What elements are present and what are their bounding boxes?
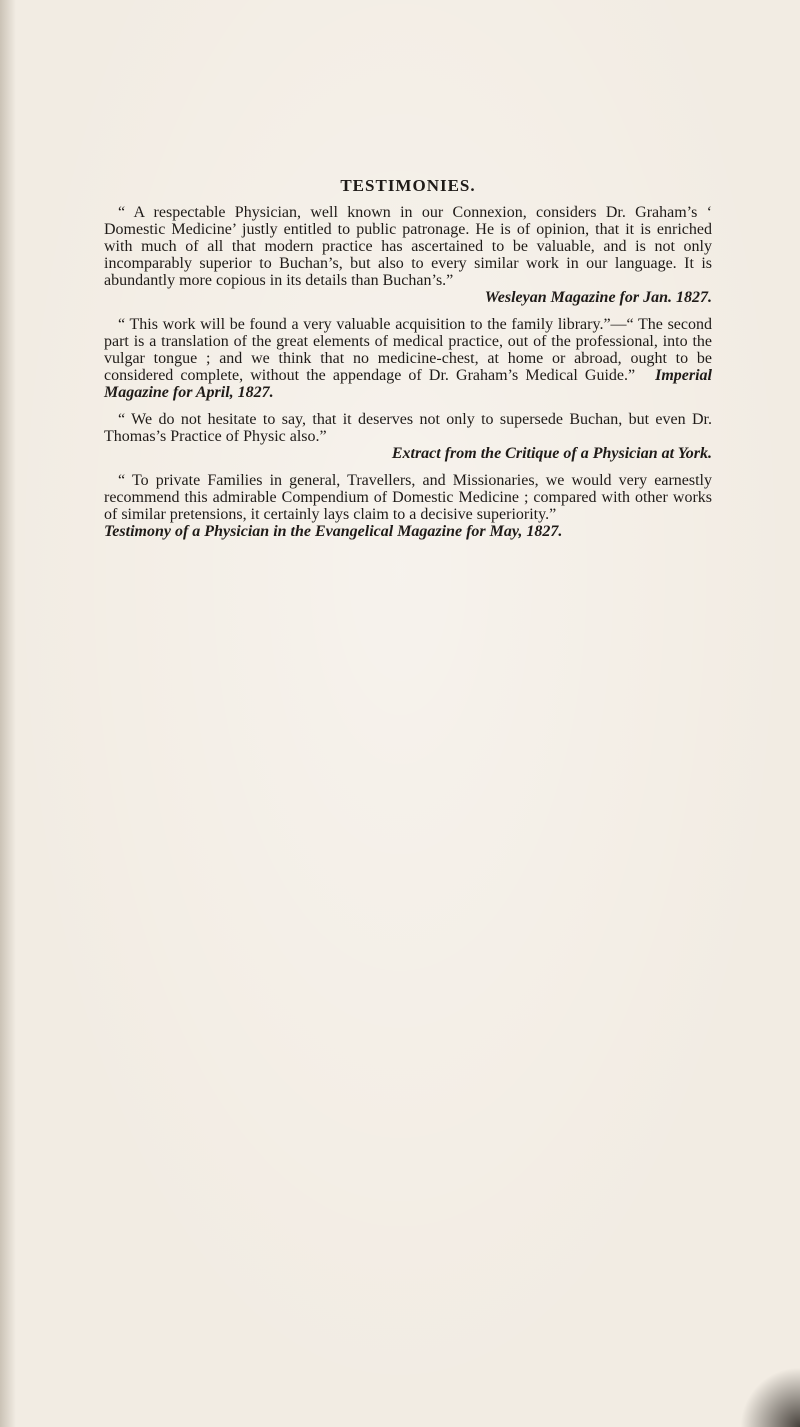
testimony-quote: “ To private Families in general, Travellers, and Missionaries, we would very earnestly recommend this admirable Compendium of Domestic Medicine ; compared with other works of similar pretensions, it certainly lays claim to a decisive superiority.” [104, 472, 712, 523]
page-corner-shadow [740, 1367, 800, 1427]
testimony-source: Imperial Magazine for April, 1827. [104, 367, 712, 401]
page-heading: TESTIMONIES. [340, 176, 476, 195]
testimony-imperial [104, 316, 712, 401]
testimony-quote [104, 316, 712, 401]
testimony-quote: “ We do not hesitate to say, that it deserves not only to supersede Buchan, but even Dr. Thomas’s Practice of Physic also.” [104, 411, 712, 445]
binding-gutter-shadow [0, 0, 16, 1427]
testimony-quote-text: “ This work will be found a very valuable acquisition to the family library.”—“ The second part is a translation of the great elements of medical practice, out of the professional, into the vulgar tongue ; and we think that no medicine-chest, at home or abroad, ought to be considered complete, without the appendage of Dr. Graham’s Medical Guide.” [104, 316, 712, 384]
testimony-source: Wesleyan Magazine for Jan. 1827. [484, 289, 712, 306]
page-content [104, 168, 712, 550]
testimony-wesleyan [104, 204, 712, 306]
testimony-evangelical [104, 472, 712, 540]
testimony-york [104, 411, 712, 462]
testimony-quote: “ A respectable Physician, well known in our Connexion, considers Dr. Graham’s ‘ Domestic Medicine’ justly entitled to public patronage. He is of opinion, that it is enriched with much of all that modern practice has ascertained to be valuable, and is not only incomparably superior to Buchan’s, but also to every similar work in our language. It is abundantly more copious in its details than Buchan’s.” [104, 204, 712, 289]
testimony-source: Testimony of a Physician in the Evangelical Magazine for May, 1827. [104, 523, 563, 540]
testimony-source: Extract from the Critique of a Physician at York. [391, 445, 712, 462]
